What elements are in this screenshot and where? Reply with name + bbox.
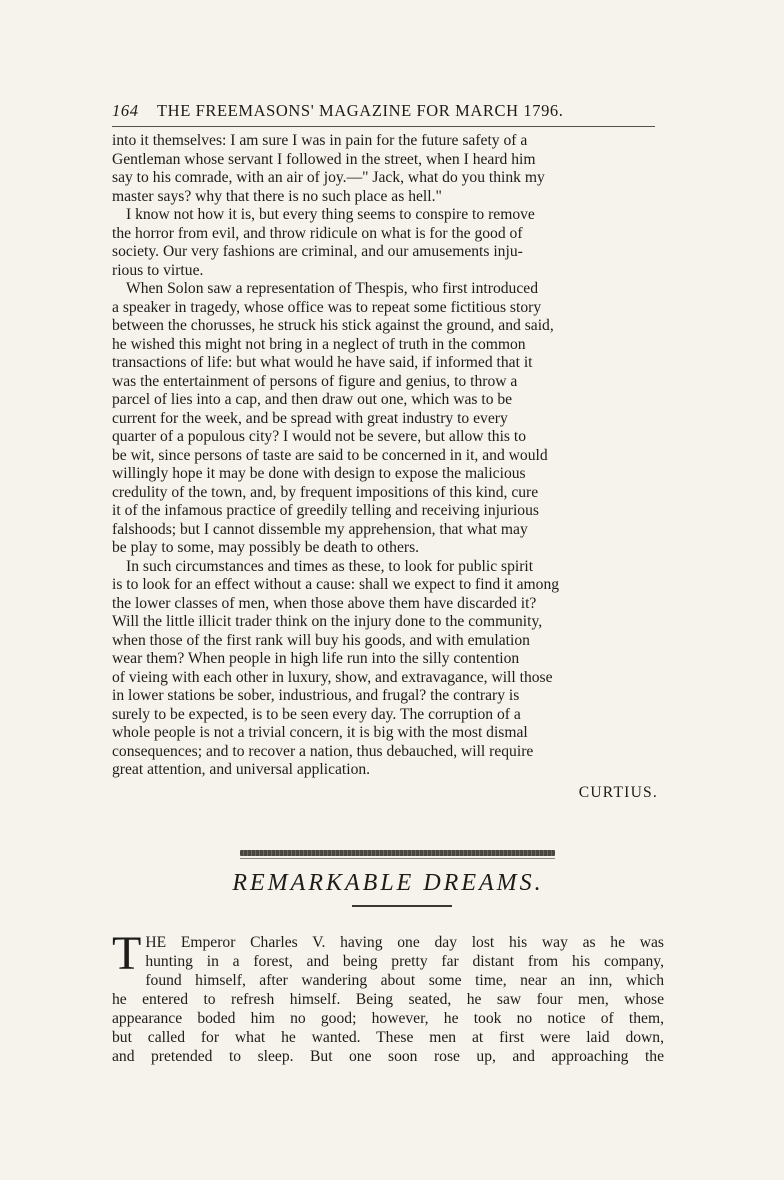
- text-line: be wit, since persons of taste are said to be concerned in it, and would: [112, 446, 548, 464]
- running-title: THE FREEMASONS' MAGAZINE FOR MARCH 1796.: [157, 101, 564, 120]
- text-line: Will the little illicit trader think on the injury done to the community,: [112, 613, 543, 630]
- text-line: appearance boded him no good; however, he took no notice of them,: [112, 1010, 664, 1027]
- paragraph-2: [112, 206, 664, 280]
- text-line: quarter of a populous city? I would not be severe, but allow this to: [112, 428, 527, 445]
- text-line: society. Our very fashions are criminal, and our amusements inju-: [112, 243, 523, 260]
- text-line: when those of the first rank will buy his goods, and with emulation: [112, 631, 530, 649]
- drop-cap: T: [112, 927, 142, 980]
- text-line: he wished this might not bring in a neglect of truth in the common: [112, 335, 526, 353]
- paragraph-1: [112, 132, 664, 206]
- text-line: but called for what he wanted. These men at first were laid down,: [112, 1029, 664, 1046]
- text-line: in lower stations be sober, industrious, and frugal? the contrary is: [112, 687, 520, 704]
- text-line: whole people is not a trivial concern, it is big with the most dismal: [112, 724, 528, 741]
- text-line: is to look for an effect without a cause: shall we expect to find it among: [112, 576, 560, 593]
- text-line: was the entertainment of persons of figure and genius, to throw a: [112, 372, 518, 390]
- text-line: the horror from evil, and throw ridicule on what is for the good of: [112, 224, 523, 242]
- header-rule: [112, 126, 655, 127]
- text-line: current for the week, and be spread with great industry to every: [112, 409, 508, 427]
- article-title: REMARKABLE DREAMS.: [232, 870, 544, 896]
- text-line: transactions of life: but what would he have said, if informed that it: [112, 354, 533, 371]
- article-body: [112, 927, 664, 1066]
- paragraph-4: [112, 558, 664, 780]
- text-line: rious to virtue.: [112, 261, 204, 279]
- text-line: great attention, and universal application.: [112, 761, 371, 778]
- text-line: wear them? When people in high life run into the silly contention: [112, 650, 520, 667]
- text-line: between the chorusses, he struck his stick against the ground, and said,: [112, 317, 554, 334]
- text-line: the lower classes of men, when those above them have discarded it?: [112, 594, 537, 612]
- text-line: a speaker in tragedy, whose office was to repeat some fictitious story: [112, 298, 542, 316]
- paragraph-3: [112, 280, 664, 558]
- text-line: master says? why that there is no such place as hell.": [112, 187, 442, 205]
- text-line: willingly hope it may be done with design to expose the malicious: [112, 465, 526, 482]
- text-line: HE Emperor Charles V. having one day lost his way as he was: [145, 934, 664, 951]
- text-line: parcel of lies into a cap, and then draw out one, which was to be: [112, 391, 513, 408]
- text-line: In such circumstances and times as these, to look for public spirit: [126, 557, 534, 575]
- text-line: hunting in a forest, and being pretty far distant from his company,: [145, 953, 664, 970]
- text-line: credulity of the town, and, by frequent impositions of this kind, cure: [112, 483, 539, 501]
- article-paragraph: [112, 927, 664, 1066]
- text-line: of vieing with each other in luxury, show, and extravagance, will those: [112, 668, 553, 686]
- text-line: into it themselves: I am sure I was in pain for the future safety of a: [112, 132, 528, 149]
- text-line: be play to some, may possibly be death to others.: [112, 539, 420, 556]
- text-line: he entered to refresh himself. Being seated, he saw four men, whose: [112, 991, 664, 1008]
- title-rule: [352, 905, 452, 907]
- text-line: Gentleman whose servant I followed in the street, when I heard him: [112, 150, 536, 168]
- text-line: surely to be expected, is to be seen every day. The corruption of a: [112, 705, 521, 723]
- running-header: [112, 101, 672, 121]
- text-line: say to his comrade, with an air of joy.—" Jack, what do you think my: [112, 169, 545, 186]
- author-signature: CURTIUS.: [578, 783, 658, 801]
- text-line: falshoods; but I cannot dissemble my apprehension, that what may: [112, 520, 528, 538]
- section-divider-rule: [240, 858, 555, 859]
- text-line: found himself, after wandering about some time, near an inn, which: [145, 972, 664, 989]
- text-line: it of the infamous practice of greedily telling and receiving injurious: [112, 502, 539, 519]
- essay-body: [112, 132, 664, 802]
- page-number: 164: [112, 101, 139, 120]
- text-line: When Solon saw a representation of Thespis, who first introduced: [126, 280, 538, 297]
- text-line: I know not how it is, but every thing seems to conspire to remove: [126, 206, 535, 223]
- section-divider: [240, 850, 555, 856]
- text-line: and pretended to sleep. But one soon rose up, and approaching the: [112, 1048, 664, 1065]
- text-line: consequences; and to recover a nation, thus debauched, will require: [112, 742, 534, 760]
